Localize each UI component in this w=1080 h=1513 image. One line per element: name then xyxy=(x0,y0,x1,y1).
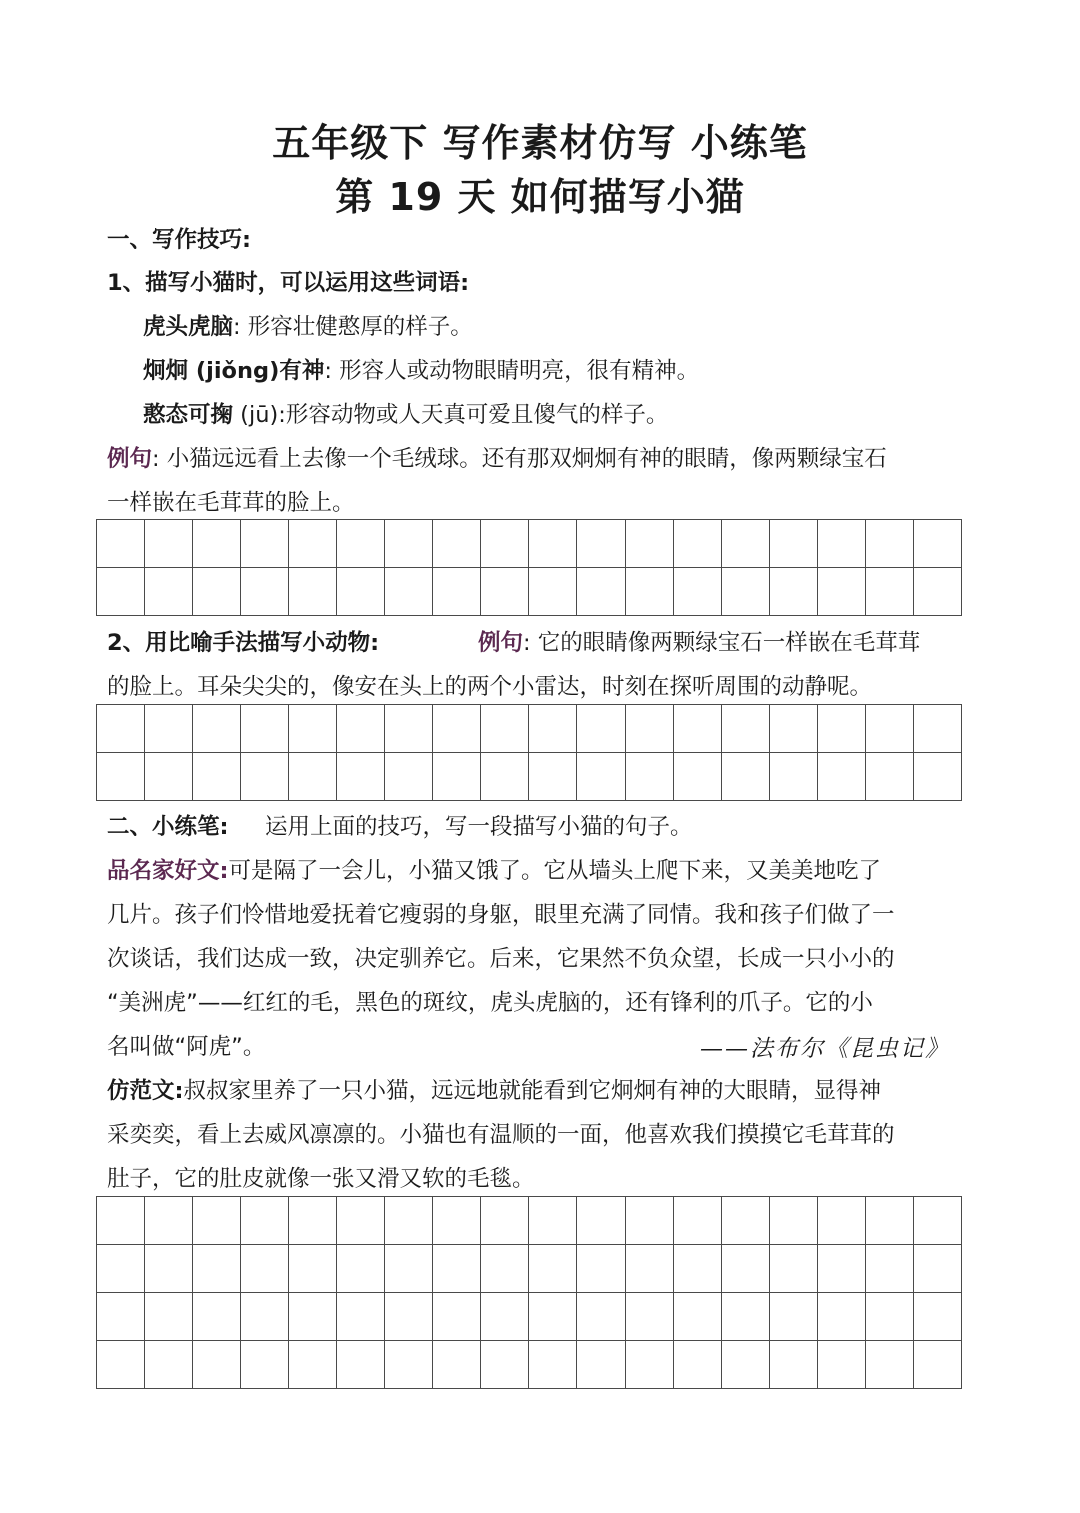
grid-cell[interactable] xyxy=(673,520,721,568)
grid-cell[interactable] xyxy=(625,568,673,616)
grid-cell[interactable] xyxy=(577,1197,625,1245)
grid-cell[interactable] xyxy=(433,1293,481,1341)
grid-cell[interactable] xyxy=(337,753,385,801)
grid-cell[interactable] xyxy=(625,520,673,568)
grid-cell[interactable] xyxy=(385,1245,433,1293)
example-text: : 小猫远远看上去像一个毛绒球。还有那双炯炯有神的眼睛，像两颗绿宝石 xyxy=(152,446,887,472)
grid-cell[interactable] xyxy=(385,568,433,616)
grid-row xyxy=(97,520,962,568)
grid-cell[interactable] xyxy=(97,705,145,753)
grid-cell[interactable] xyxy=(337,705,385,753)
grid-cell[interactable] xyxy=(673,1341,721,1389)
grid-cell[interactable] xyxy=(193,753,241,801)
grid-cell[interactable] xyxy=(625,705,673,753)
grid-cell[interactable] xyxy=(193,705,241,753)
grid-cell[interactable] xyxy=(673,1197,721,1245)
grid-cell[interactable] xyxy=(577,705,625,753)
classic-line5: 名叫做“阿虎”。 xyxy=(107,1034,266,1060)
classic-line3: 次谈话，我们达成一致，决定驯养它。后来，它果然不负众望，长成一只小小的 xyxy=(107,946,895,972)
grid-cell[interactable] xyxy=(289,1341,337,1389)
writing-grid-1[interactable] xyxy=(96,519,962,616)
grid-cell[interactable] xyxy=(721,520,769,568)
grid-cell[interactable] xyxy=(769,1197,817,1245)
section2-instruction: 运用上面的技巧，写一段描写小猫的句子。 xyxy=(265,814,693,840)
grid-cell[interactable] xyxy=(865,1245,913,1293)
grid-cell[interactable] xyxy=(865,1293,913,1341)
item1-heading: 1、描写小猫时，可以运用这些词语: xyxy=(107,270,470,296)
grid-cell[interactable] xyxy=(577,520,625,568)
grid-cell[interactable] xyxy=(529,705,577,753)
grid-cell[interactable] xyxy=(481,705,529,753)
grid-cell[interactable] xyxy=(625,1293,673,1341)
classic-label: 品名家好文: xyxy=(107,858,229,884)
classic-text: 可是隔了一会儿，小猫又饿了。它从墙头上爬下来，又美美地吃了 xyxy=(228,858,882,884)
grid-cell[interactable] xyxy=(241,1341,289,1389)
grid-cell[interactable] xyxy=(529,1341,577,1389)
grid-cell[interactable] xyxy=(97,753,145,801)
grid-cell[interactable] xyxy=(577,1341,625,1389)
term-desc: (jū):形容动物或人天真可爱且傻气的样子。 xyxy=(233,402,669,428)
grid-cell[interactable] xyxy=(625,753,673,801)
grid-cell[interactable] xyxy=(721,1245,769,1293)
grid-cell[interactable] xyxy=(769,753,817,801)
grid-cell[interactable] xyxy=(817,1197,865,1245)
grid-cell[interactable] xyxy=(241,753,289,801)
grid-row xyxy=(97,705,962,753)
grid-cell[interactable] xyxy=(865,520,913,568)
grid-cell[interactable] xyxy=(193,1341,241,1389)
grid-cell[interactable] xyxy=(721,1341,769,1389)
grid-row xyxy=(97,1341,962,1389)
grid-cell[interactable] xyxy=(385,520,433,568)
grid-cell[interactable] xyxy=(193,1197,241,1245)
page-title-line2: 第 19 天 如何描写小猫 xyxy=(335,175,745,219)
term-label: 虎头虎脑 xyxy=(143,314,234,340)
grid-cell[interactable] xyxy=(289,1293,337,1341)
grid-cell[interactable] xyxy=(433,568,481,616)
grid-cell[interactable] xyxy=(289,520,337,568)
grid-cell[interactable] xyxy=(337,568,385,616)
grid-cell[interactable] xyxy=(865,1341,913,1389)
grid-cell[interactable] xyxy=(385,1197,433,1245)
term-desc: : 形容壮健憨厚的样子。 xyxy=(233,314,473,340)
grid-cell[interactable] xyxy=(193,1245,241,1293)
grid-cell[interactable] xyxy=(433,705,481,753)
section1-heading: 一、写作技巧: xyxy=(107,227,251,253)
classic-line4: “美洲虎”——红红的毛，黑色的斑纹，虎头虎脑的，还有锋利的爪子。它的小 xyxy=(107,990,873,1016)
grid-cell[interactable] xyxy=(769,705,817,753)
grid-cell[interactable] xyxy=(145,568,193,616)
item2-line1 xyxy=(107,628,379,658)
grid-cell[interactable] xyxy=(97,1293,145,1341)
grid-cell[interactable] xyxy=(913,705,961,753)
grid-cell[interactable] xyxy=(337,1245,385,1293)
grid-cell[interactable] xyxy=(145,1293,193,1341)
grid-cell[interactable] xyxy=(385,705,433,753)
grid-cell[interactable] xyxy=(625,1341,673,1389)
grid-cell[interactable] xyxy=(337,1341,385,1389)
grid-cell[interactable] xyxy=(769,1245,817,1293)
grid-cell[interactable] xyxy=(481,753,529,801)
grid-cell[interactable] xyxy=(529,1245,577,1293)
grid-cell[interactable] xyxy=(97,568,145,616)
grid-cell[interactable] xyxy=(241,520,289,568)
grid-cell[interactable] xyxy=(817,1293,865,1341)
grid-cell[interactable] xyxy=(433,1245,481,1293)
grid-cell[interactable] xyxy=(145,705,193,753)
grid-cell[interactable] xyxy=(97,1197,145,1245)
grid-cell[interactable] xyxy=(481,568,529,616)
item2-heading: 2、用比喻手法描写小动物: xyxy=(107,630,380,656)
grid-cell[interactable] xyxy=(337,520,385,568)
grid-cell[interactable] xyxy=(817,1245,865,1293)
grid-cell[interactable] xyxy=(97,1341,145,1389)
example2-line1 xyxy=(478,628,920,658)
grid-cell[interactable] xyxy=(721,568,769,616)
grid-cell[interactable] xyxy=(481,520,529,568)
term-row-1 xyxy=(143,312,473,342)
grid-cell[interactable] xyxy=(721,1293,769,1341)
grid-cell[interactable] xyxy=(769,1293,817,1341)
grid-cell[interactable] xyxy=(673,1293,721,1341)
grid-row xyxy=(97,753,962,801)
grid-cell[interactable] xyxy=(817,568,865,616)
writing-grid-3[interactable] xyxy=(96,1196,962,1389)
section2-heading-row xyxy=(107,812,229,842)
grid-cell[interactable] xyxy=(481,1245,529,1293)
example1-line2: 一样嵌在毛茸茸的脸上。 xyxy=(107,490,355,516)
grid-cell[interactable] xyxy=(433,520,481,568)
grid-cell[interactable] xyxy=(913,568,961,616)
grid-cell[interactable] xyxy=(865,705,913,753)
grid-cell[interactable] xyxy=(289,705,337,753)
grid-cell[interactable] xyxy=(529,520,577,568)
grid-cell[interactable] xyxy=(913,753,961,801)
page-title-line1: 五年级下 写作素材仿写 小练笔 xyxy=(272,121,808,165)
example-text: : 它的眼睛像两颗绿宝石一样嵌在毛茸茸 xyxy=(523,630,921,656)
grid-cell[interactable] xyxy=(193,568,241,616)
grid-cell[interactable] xyxy=(145,1341,193,1389)
grid-cell[interactable] xyxy=(97,520,145,568)
grid-row xyxy=(97,568,962,616)
grid-cell[interactable] xyxy=(913,520,961,568)
section2-heading: 二、小练笔: xyxy=(107,814,229,840)
classic-source: ——法布尔《昆虫记》 xyxy=(700,1036,950,1062)
grid-cell[interactable] xyxy=(865,568,913,616)
grid-cell[interactable] xyxy=(337,1293,385,1341)
grid-cell[interactable] xyxy=(433,1197,481,1245)
example1-line1 xyxy=(107,444,887,474)
model-text: 叔叔家里养了一只小猫，远远地就能看到它炯炯有神的大眼睛，显得神 xyxy=(183,1078,882,1104)
grid-cell[interactable] xyxy=(769,520,817,568)
grid-cell[interactable] xyxy=(97,1245,145,1293)
grid-cell[interactable] xyxy=(289,1245,337,1293)
grid-cell[interactable] xyxy=(385,1341,433,1389)
grid-cell[interactable] xyxy=(673,568,721,616)
grid-cell[interactable] xyxy=(817,520,865,568)
grid-row xyxy=(97,1197,962,1245)
grid-cell[interactable] xyxy=(817,1341,865,1389)
grid-cell[interactable] xyxy=(625,1197,673,1245)
grid-row xyxy=(97,1293,962,1341)
grid-cell[interactable] xyxy=(193,520,241,568)
model-label: 仿范文: xyxy=(107,1078,184,1104)
grid-cell[interactable] xyxy=(577,1293,625,1341)
term-row-3 xyxy=(143,400,668,430)
grid-cell[interactable] xyxy=(673,753,721,801)
grid-cell[interactable] xyxy=(913,1245,961,1293)
writing-grid-2[interactable] xyxy=(96,704,962,801)
grid-cell[interactable] xyxy=(769,1341,817,1389)
grid-cell[interactable] xyxy=(481,1197,529,1245)
grid-cell[interactable] xyxy=(145,520,193,568)
term-row-2 xyxy=(143,356,699,386)
grid-cell[interactable] xyxy=(337,1197,385,1245)
grid-cell[interactable] xyxy=(289,1197,337,1245)
grid-cell[interactable] xyxy=(913,1341,961,1389)
example-label: 例句 xyxy=(107,446,153,472)
grid-cell[interactable] xyxy=(289,568,337,616)
example-label: 例句 xyxy=(478,630,524,656)
grid-cell[interactable] xyxy=(817,705,865,753)
grid-cell[interactable] xyxy=(433,1341,481,1389)
grid-row xyxy=(97,1245,962,1293)
grid-cell[interactable] xyxy=(241,1197,289,1245)
classic-line2: 几片。孩子们怜惜地爱抚着它瘦弱的身躯，眼里充满了同情。我和孩子们做了一 xyxy=(107,902,895,928)
example2-line2: 的脸上。耳朵尖尖的，像安在头上的两个小雷达，时刻在探听周围的动静呢。 xyxy=(107,674,873,700)
model-line2: 采奕奕，看上去威风凛凛的。小猫也有温顺的一面，他喜欢我们摸摸它毛茸茸的 xyxy=(107,1122,895,1148)
grid-cell[interactable] xyxy=(385,753,433,801)
term-label: 炯炯 (jiǒng)有神 xyxy=(143,358,325,384)
term-label: 憨态可掬 xyxy=(143,402,234,428)
model-line1 xyxy=(107,1076,881,1106)
grid-cell[interactable] xyxy=(673,705,721,753)
grid-cell[interactable] xyxy=(193,1293,241,1341)
term-desc: : 形容人或动物眼睛明亮，很有精神。 xyxy=(324,358,700,384)
grid-cell[interactable] xyxy=(817,753,865,801)
grid-cell[interactable] xyxy=(481,1293,529,1341)
grid-cell[interactable] xyxy=(241,1245,289,1293)
grid-cell[interactable] xyxy=(865,1197,913,1245)
grid-cell[interactable] xyxy=(529,1197,577,1245)
grid-cell[interactable] xyxy=(289,753,337,801)
grid-cell[interactable] xyxy=(913,1293,961,1341)
model-line3: 肚子，它的肚皮就像一张又滑又软的毛毯。 xyxy=(107,1166,535,1192)
grid-cell[interactable] xyxy=(721,705,769,753)
grid-cell[interactable] xyxy=(529,568,577,616)
grid-cell[interactable] xyxy=(145,1245,193,1293)
grid-cell[interactable] xyxy=(241,568,289,616)
grid-cell[interactable] xyxy=(577,1245,625,1293)
grid-cell[interactable] xyxy=(865,753,913,801)
grid-cell[interactable] xyxy=(385,1293,433,1341)
grid-cell[interactable] xyxy=(529,753,577,801)
grid-cell[interactable] xyxy=(577,753,625,801)
grid-cell[interactable] xyxy=(145,1197,193,1245)
grid-cell[interactable] xyxy=(625,1245,673,1293)
grid-cell[interactable] xyxy=(481,1341,529,1389)
grid-cell[interactable] xyxy=(913,1197,961,1245)
grid-cell[interactable] xyxy=(721,753,769,801)
grid-cell[interactable] xyxy=(529,1293,577,1341)
classic-line1 xyxy=(107,856,881,886)
grid-cell[interactable] xyxy=(577,568,625,616)
grid-cell[interactable] xyxy=(241,705,289,753)
grid-cell[interactable] xyxy=(241,1293,289,1341)
grid-cell[interactable] xyxy=(721,1197,769,1245)
grid-cell[interactable] xyxy=(769,568,817,616)
grid-cell[interactable] xyxy=(433,753,481,801)
grid-cell[interactable] xyxy=(145,753,193,801)
grid-cell[interactable] xyxy=(673,1245,721,1293)
